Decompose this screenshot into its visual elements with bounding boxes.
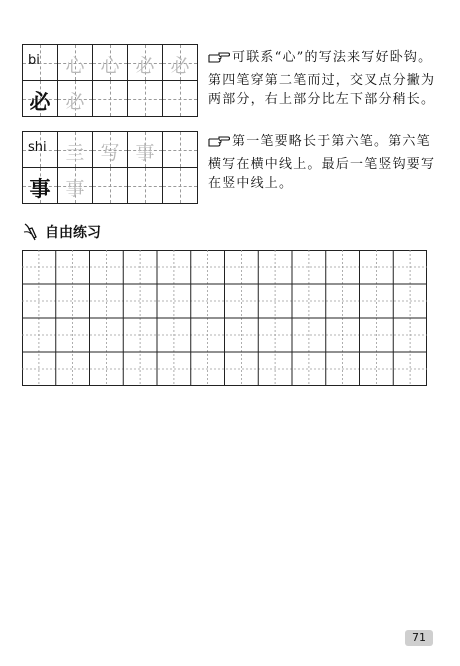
pinyin-cell: [23, 132, 58, 168]
model-char-cell: [23, 168, 58, 204]
char-grid-shi: [22, 131, 198, 204]
stroke-step: 心: [65, 55, 85, 77]
free-practice-grid[interactable]: [22, 250, 427, 386]
stroke-step: 写: [100, 142, 120, 164]
stroke-step: 心: [100, 55, 120, 77]
practice-cell[interactable]: [93, 81, 128, 117]
free-practice-heading: [22, 222, 101, 245]
practice-grid-lines: [22, 250, 427, 386]
practice-cell[interactable]: [93, 168, 128, 204]
pinyin-label: bi: [28, 53, 40, 68]
stroke-step-cell: [93, 45, 128, 81]
tip-text: 第一笔要略长于第六笔。第六笔横写在横中线上。最后一笔竖钩要写在竖中线上。: [208, 134, 436, 191]
stroke-step: 事: [135, 142, 155, 164]
trace-cell[interactable]: [58, 168, 93, 204]
stroke-step-cell: [58, 45, 93, 81]
char-grid-bi: [22, 44, 198, 117]
practice-cell[interactable]: [163, 168, 198, 204]
stroke-step-cell: [58, 132, 93, 168]
practice-cell[interactable]: [163, 132, 198, 168]
pointing-hand-icon: [208, 135, 230, 155]
stroke-step: 亖: [65, 142, 85, 164]
model-character: 事: [29, 176, 51, 201]
stroke-step-cell: [128, 132, 163, 168]
writing-tip-bi: [208, 48, 440, 110]
section-title: 自由练习: [45, 225, 101, 241]
practice-cell[interactable]: [128, 81, 163, 117]
tip-text: 可联系“心”的写法来写好卧钩。第四笔穿第二笔而过，交叉点分撇为两部分，右上部分比左下部分稍长。: [208, 50, 436, 107]
stroke-step-cell: [163, 45, 198, 81]
stroke-step-cell: [93, 132, 128, 168]
page-number: 71: [405, 630, 433, 646]
stroke-step-cell: [128, 45, 163, 81]
trace-character: 必: [65, 91, 85, 113]
pinyin-label: shi: [28, 140, 47, 155]
trace-cell[interactable]: [58, 81, 93, 117]
model-char-cell: [23, 81, 58, 117]
writing-tip-shi: [208, 132, 440, 194]
trace-character: 事: [65, 178, 85, 200]
pinyin-cell: [23, 45, 58, 81]
practice-cell[interactable]: [163, 81, 198, 117]
pointing-hand-icon: [208, 51, 230, 71]
model-character: 必: [29, 89, 51, 114]
stroke-step: 必: [170, 55, 190, 77]
pen-icon: [22, 223, 42, 245]
practice-cell[interactable]: [128, 168, 163, 204]
stroke-step: 必: [135, 55, 155, 77]
